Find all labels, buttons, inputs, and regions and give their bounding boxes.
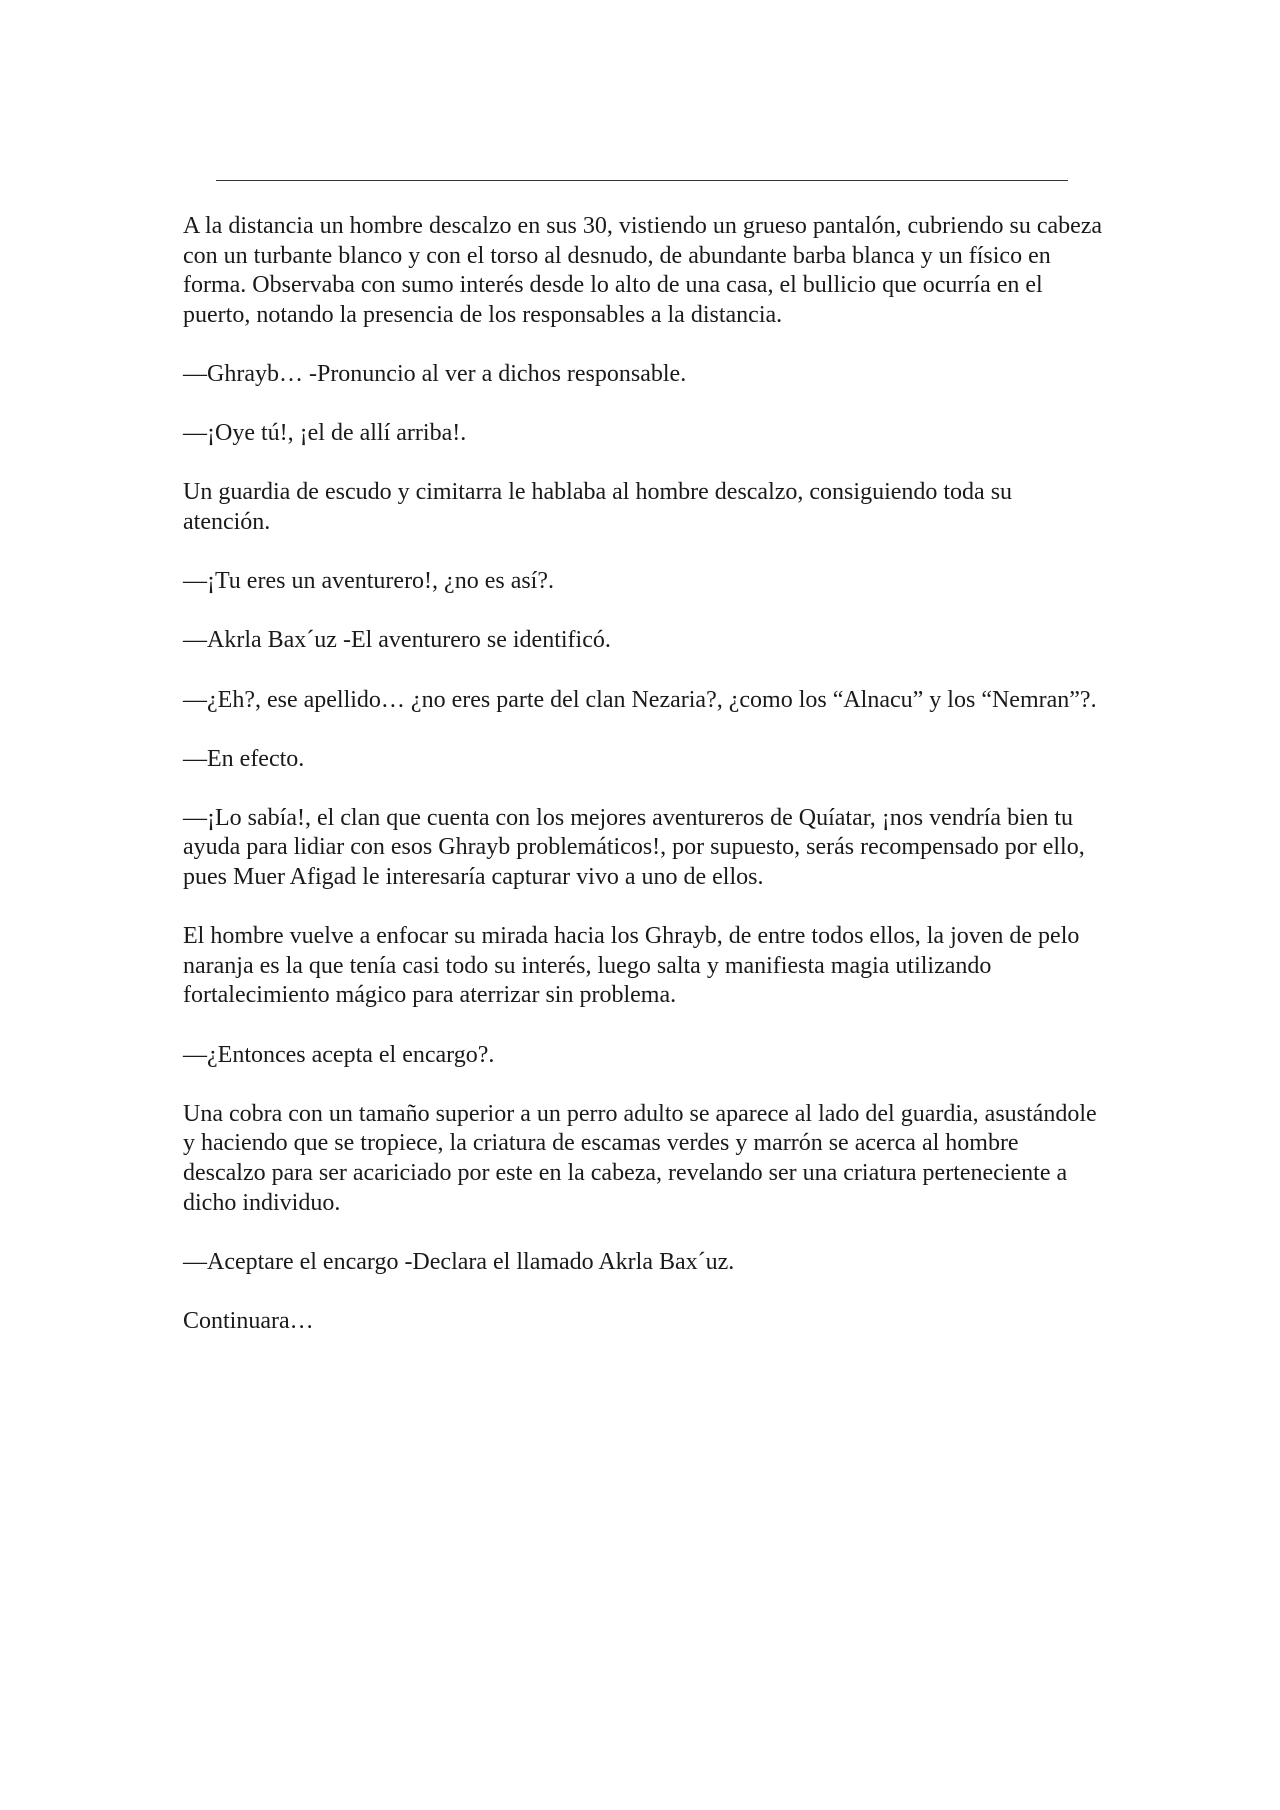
- horizontal-rule: [216, 180, 1068, 181]
- paragraph: —Aceptare el encargo -Declara el llamado Akrla Bax´uz.: [183, 1248, 735, 1275]
- paragraph: —En efecto.: [183, 745, 305, 772]
- paragraph: —Akrla Bax´uz -El aventurero se identificó.: [183, 627, 611, 654]
- paragraph: —¿Eh?, ese apellido… ¿no eres parte del clan Nezaria?, ¿como los “Alnacu” y los “Nemran”?.: [183, 686, 1097, 713]
- paragraph: —¡Oye tú!, ¡el de allí arriba!.: [183, 420, 467, 447]
- paragraph: Una cobra con un tamaño superior a un perro adulto se aparece al lado del guardia, asustándole y haciendo que se tropiece, la criatura de escamas verdes y marrón se acerca al hombre descalzo para ser acariciado por este en la cabeza, revelando ser una criatura perteneciente a dicho individuo.: [183, 1100, 1097, 1216]
- paragraph: —¡Lo sabía!, el clan que cuenta con los mejores aventureros de Quíatar, ¡nos vendría bien tu ayuda para lidiar con esos Ghrayb problemáticos!, por supuesto, serás recompensado por ello, pues Muer Afigad le interesaría capturar vivo a uno de ellos.: [183, 804, 1085, 891]
- paragraph: Continuara…: [183, 1307, 314, 1334]
- paragraph: Un guardia de escudo y cimitarra le hablaba al hombre descalzo, consiguiendo toda su atención.: [183, 479, 1013, 535]
- document-body: [183, 212, 1103, 1366]
- paragraph: A la distancia un hombre descalzo en sus 30, vistiendo un grueso pantalón, cubriendo su cabeza con un turbante blanco y con el torso al desnudo, de abundante barba blanca y un físico en forma. Observaba con sumo interés desde lo alto de una casa, el bullicio que ocurría en el puerto, notando la presencia de los responsables a la distancia.: [183, 213, 1103, 328]
- paragraph: —¿Entonces acepta el encargo?.: [183, 1041, 495, 1068]
- paragraph: —Ghrayb… -Pronuncio al ver a dichos responsable.: [183, 360, 687, 387]
- paragraph: —¡Tu eres un aventurero!, ¿no es así?.: [183, 568, 555, 595]
- paragraph: El hombre vuelve a enfocar su mirada hacia los Ghrayb, de entre todos ellos, la joven de pelo naranja es la que tenía casi todo su interés, luego salta y manifiesta magia utilizando fortalecimiento mágico para aterrizar sin problema.: [183, 923, 1080, 1009]
